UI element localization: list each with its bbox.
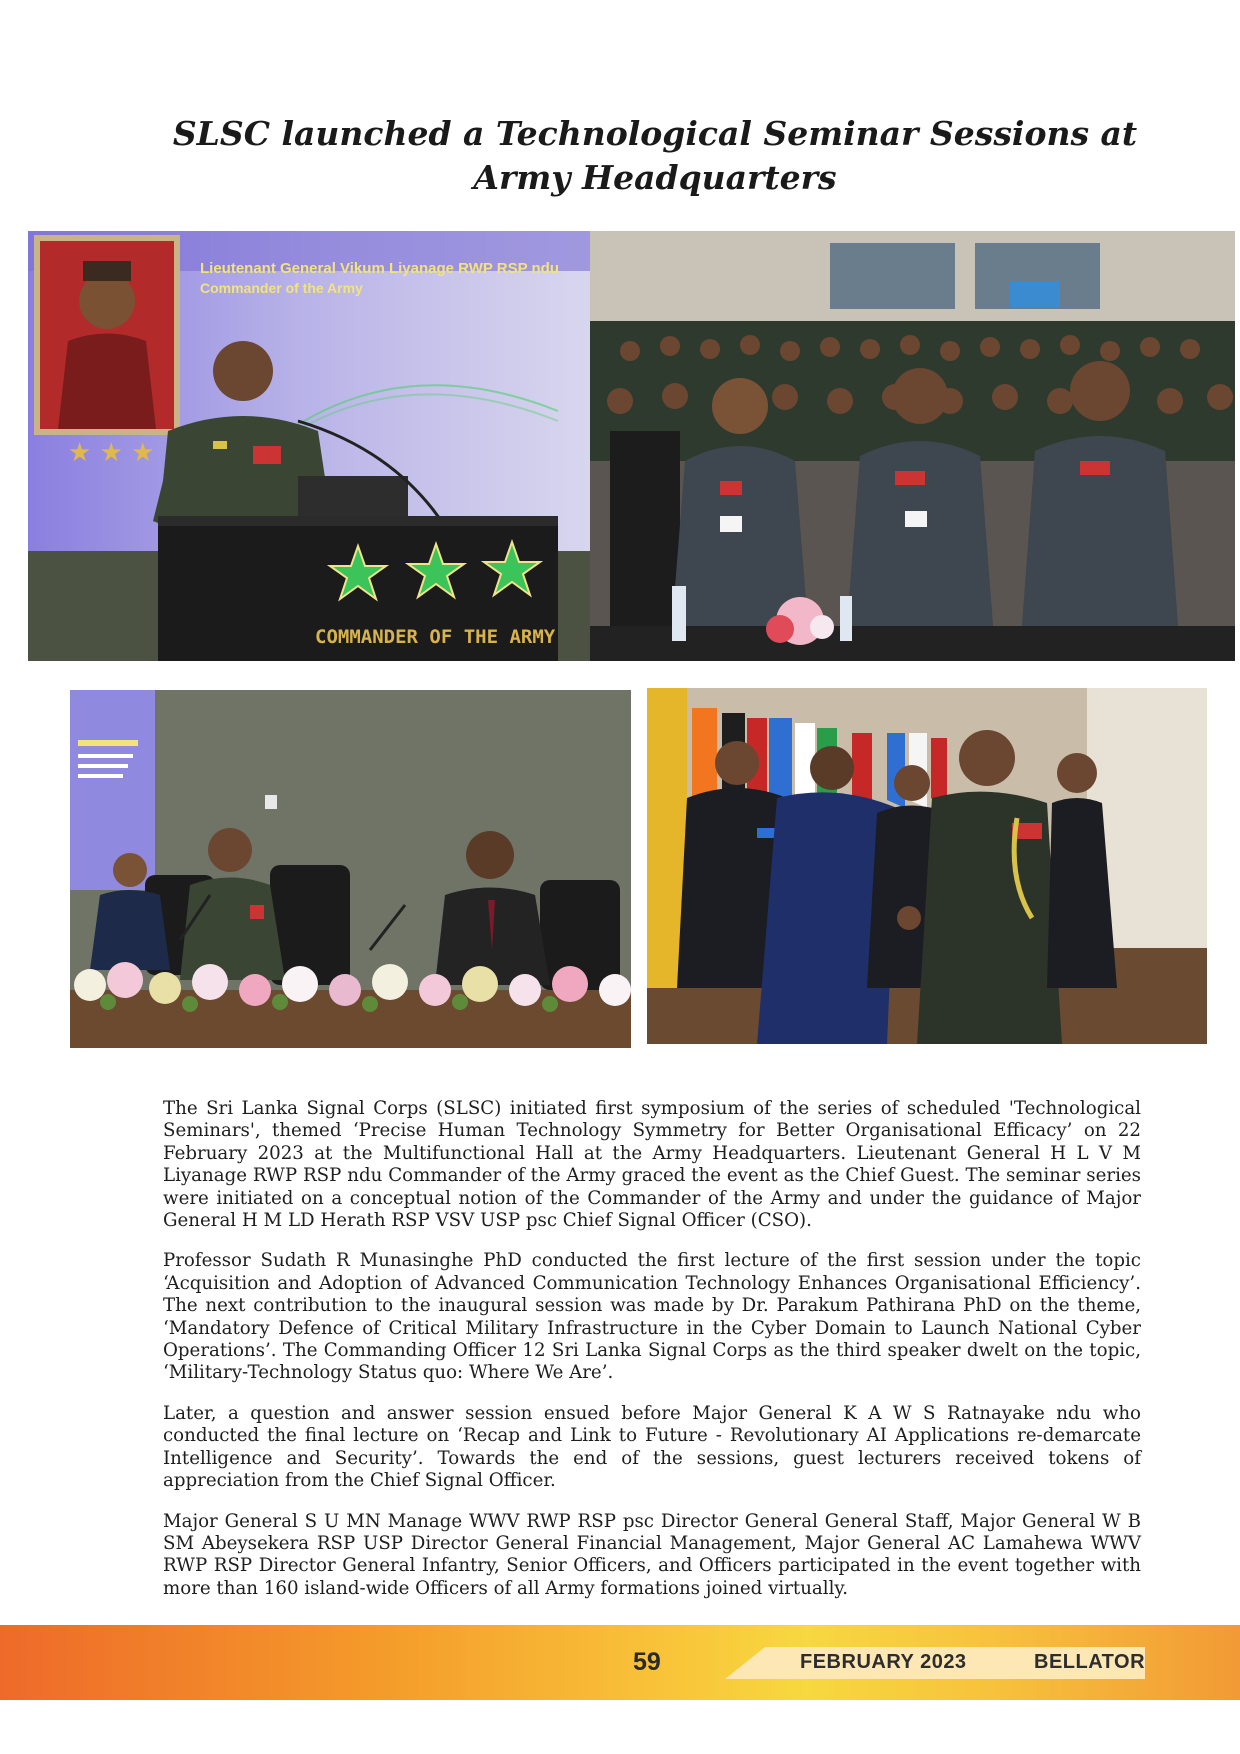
photo-panel-table xyxy=(70,690,631,1048)
article-title-line-1: SLSC launched a Technological Seminar Sessions at xyxy=(172,114,1138,153)
article-title xyxy=(140,112,1170,200)
photo-handshake xyxy=(647,688,1207,1044)
photo-commander-speaking-art xyxy=(28,231,590,661)
article-title-line-2: Army Headquarters xyxy=(473,158,837,197)
photo-commander-speaking xyxy=(28,231,590,661)
slide-role-text: Commander of the Army xyxy=(200,280,363,296)
article-paragraph: Later, a question and answer session ensued before Major General K A W S Ratnayake ndu who conducted the final lecture on ‘Recap and Link to Future - Revolutionary AI Applications re-demarcate Intelligence and Security’. Towards the end of the sessions, guest lecturers received tokens of appreciation from the Chief Signal Officer. xyxy=(163,1402,1141,1492)
photo-handshake-art xyxy=(647,688,1207,1044)
photo-panel-table-art xyxy=(70,690,631,1048)
magazine-name: BELLATOR xyxy=(1034,1651,1146,1673)
photo-officers-audience xyxy=(590,231,1235,661)
issue-date: FEBRUARY 2023 xyxy=(800,1651,967,1673)
slide-name-text: Lieutenant General Vikum Liyanage RWP RSP ndu xyxy=(200,260,559,277)
podium-text: COMMANDER OF THE ARMY xyxy=(315,626,556,648)
article-body xyxy=(163,1098,1141,1618)
svg-text:★ ★ ★: ★ ★ ★ xyxy=(68,438,155,468)
article-paragraph: Major General S U MN Manage WWV RWP RSP psc Director General General Staff, Major General W B SM Abeysekera RSP USP Director General Financial Management, Major General AC Lamahewa WWV RWP RSP Director General Infantry, Senior Officers, and Officers participated in the event together with more than 160 island-wide Officers of all Army formations joined virtually. xyxy=(163,1510,1141,1599)
article-paragraph: The Sri Lanka Signal Corps (SLSC) initiated first symposium of the series of scheduled 'Technological Seminars', themed ‘Precise Human Technology Symmetry for Better Organisational Efficacy’ on 22 February 2023 at the Multifunctional Hall at the Army Headquarters. Lieutenant General H L V M Liyanage RWP RSP ndu Commander of the Army graced the event as the Chief Guest. The seminar series were initiated on a conceptual notion of the Commander of the Army and under the guidance of Major General H M LD Herath RSP VSV USP psc Chief Signal Officer (CSO). xyxy=(163,1098,1141,1232)
photo-officers-audience-art xyxy=(590,231,1235,661)
page-number: 59 xyxy=(633,1648,661,1676)
article-paragraph: Professor Sudath R Munasinghe PhD conducted the first lecture of the first session under the topic ‘Acquisition and Adoption of Advanced Communication Technology Enhances Organisational Efficiency’. The next contribution to the inaugural session was made by Dr. Parakum Pathirana PhD on the theme, ‘Mandatory Defence of Critical Military Infrastructure in the Cyber Domain to Launch National Cyber Operations’. The Commanding Officer 12 Sri Lanka Signal Corps as the third speaker dwelt on the topic, ‘Military-Technology Status quo: Where We Are’. xyxy=(163,1250,1141,1384)
